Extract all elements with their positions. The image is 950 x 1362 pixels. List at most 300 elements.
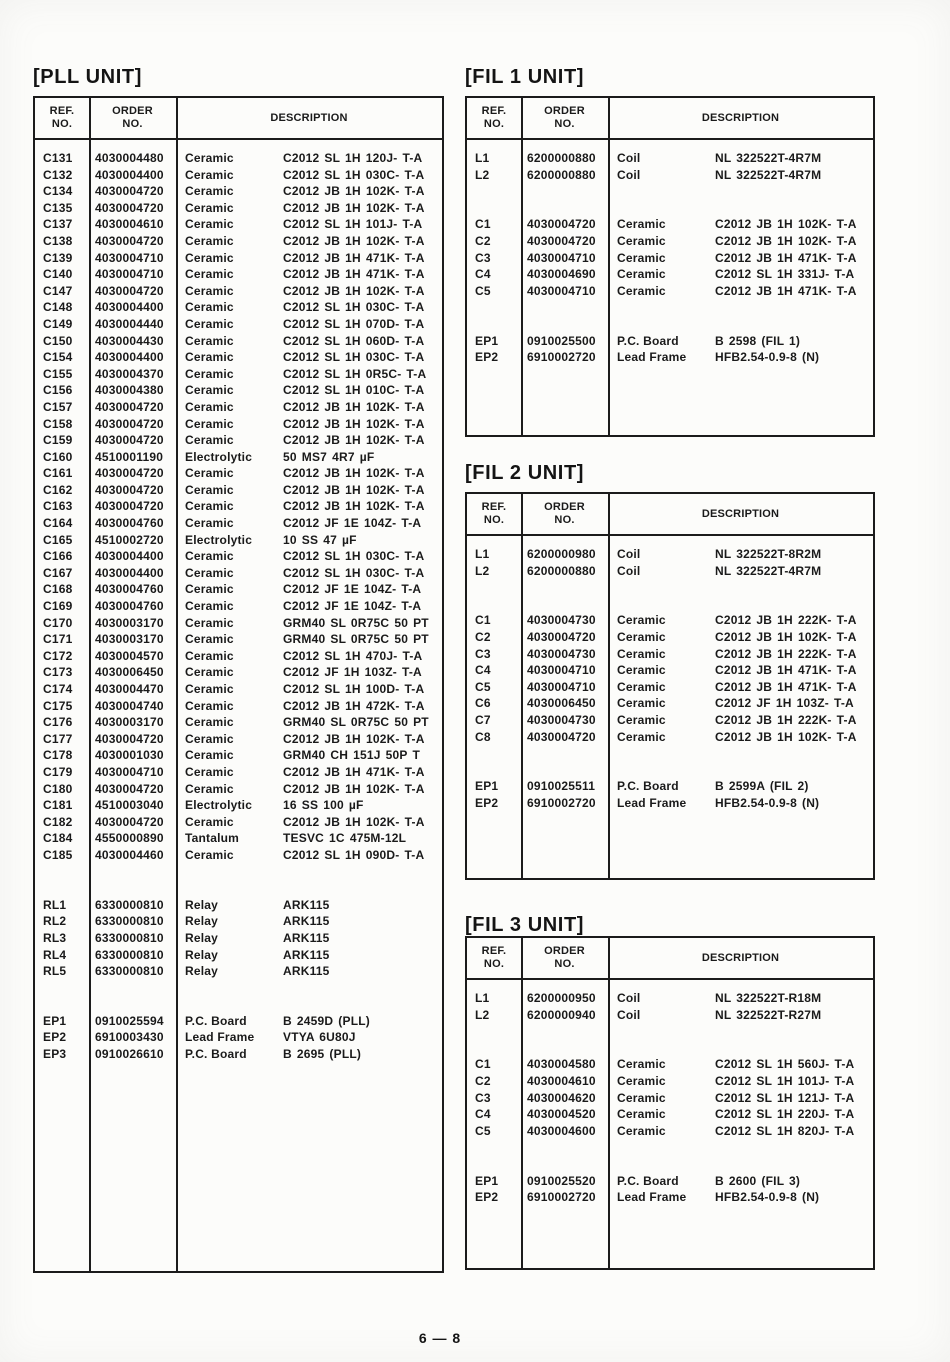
description-type-cell: Ceramic (617, 267, 666, 282)
order-no-cell: 4030004400 (95, 565, 164, 580)
description-type-cell: Ceramic (617, 1090, 666, 1105)
description-value-cell: GRM40 SL 0R75C 50 PT (283, 632, 429, 647)
table-row (35, 416, 442, 433)
description-value-cell: C2012 JB 1H 471K- T-A (715, 250, 857, 265)
order-no-cell: 0910026610 (95, 1047, 164, 1062)
table-row (35, 598, 442, 615)
ref-no-cell: EP1 (43, 1013, 67, 1028)
description-type-cell: Coil (617, 167, 641, 182)
description-type-cell: P.C. Board (185, 1013, 247, 1028)
ref-no-cell: EP1 (475, 1173, 499, 1188)
order-no-cell: 0910025500 (527, 333, 596, 348)
table-row (467, 1040, 873, 1057)
description-type-cell: P.C. Board (185, 1047, 247, 1062)
table-row (35, 216, 442, 233)
table-row (35, 233, 442, 250)
ref-header-line2: NO. (483, 958, 505, 970)
description-type-cell: Ceramic (617, 696, 666, 711)
description-value-cell: C2012 JB 1H 102K- T-A (283, 416, 425, 431)
ref-no-cell: C179 (43, 764, 73, 779)
description-type-cell: Ceramic (185, 300, 234, 315)
order-header-line2: NO. (122, 118, 143, 130)
description-type-cell: Electrolytic (185, 798, 253, 813)
order-no-cell: 4510001190 (95, 449, 164, 464)
description-type-cell: Ceramic (617, 679, 666, 694)
ref-no-cell: C154 (43, 350, 73, 365)
description-value-cell: C2012 JF 1H 103Z- T-A (715, 696, 854, 711)
description-value-cell: C2012 JB 1H 222K- T-A (715, 613, 857, 628)
table-row (467, 729, 873, 746)
ref-no-cell: C7 (475, 712, 491, 727)
description-value-cell: C2012 JB 1H 471K- T-A (283, 267, 425, 282)
ref-no-cell: C174 (43, 682, 73, 696)
table-row (35, 764, 442, 781)
order-no-cell: 4030004400 (95, 350, 164, 365)
description-type-cell: Ceramic (617, 1107, 666, 1122)
description-value-cell: C2012 JB 1H 471K- T-A (715, 663, 857, 678)
ref-no-cell: C5 (475, 1123, 491, 1138)
order-no-cell: 4030004720 (95, 399, 164, 414)
order-no-cell: 4030004690 (527, 267, 596, 282)
order-no-cell: 4030004720 (95, 433, 164, 448)
section-title-fil2: [FIL 2 UNIT] (465, 462, 585, 484)
description-value-cell: C2012 SL 1H 121J- T-A (715, 1090, 855, 1105)
ref-no-cell: C5 (475, 679, 491, 694)
header-separator (467, 534, 873, 536)
table-row (35, 864, 442, 881)
description-value-cell: C2012 SL 1H 060D- T-A (283, 333, 425, 348)
description-value-cell: GRM40 SL 0R75C 50 PT (283, 615, 429, 630)
table-row (35, 1013, 442, 1030)
description-value-cell: C2012 JB 1H 222K- T-A (715, 712, 857, 727)
description-type-cell: Coil (617, 1007, 641, 1022)
ref-no-cell: RL4 (43, 947, 67, 962)
description-type-cell: Ceramic (185, 200, 234, 215)
table-row (35, 698, 442, 715)
order-no-cell: 4030004740 (95, 698, 164, 713)
table-row (35, 714, 442, 731)
description-type-cell: Relay (185, 897, 219, 912)
description-value-cell: C2012 SL 1H 101J- T-A (283, 217, 423, 232)
description-header: DESCRIPTION (701, 508, 780, 520)
description-value-cell: C2012 JB 1H 222K- T-A (715, 646, 857, 661)
description-value-cell: C2012 JF 1H 103Z- T-A (283, 665, 422, 680)
order-no-cell: 4030004710 (95, 250, 164, 265)
description-type-cell: Ceramic (185, 814, 234, 829)
order-no-cell: 6910002720 (527, 350, 596, 365)
table-row (35, 980, 442, 997)
order-no-cell: 6200000880 (527, 167, 596, 182)
description-type-cell: Ceramic (617, 1057, 666, 1072)
table-row (35, 498, 442, 515)
description-type-cell: Ceramic (185, 151, 234, 165)
description-value-cell: VTYA 6U80J (283, 1030, 356, 1045)
table-row (467, 1007, 873, 1024)
table-row (35, 830, 442, 847)
order-no-cell: 6200000940 (527, 1007, 596, 1022)
description-value-cell: ARK115 (283, 947, 330, 962)
description-type-cell: P.C. Board (617, 333, 679, 348)
order-no-cell: 4030004720 (95, 499, 164, 514)
ref-no-cell: C5 (475, 283, 491, 298)
order-no-cell: 4030004720 (95, 466, 164, 481)
order-no-cell: 4030004730 (527, 712, 596, 727)
order-no-cell: 0910025511 (527, 779, 596, 794)
description-type-cell: Ceramic (185, 283, 234, 298)
table-row (467, 150, 873, 167)
ref-no-cell: C2 (475, 233, 491, 248)
description-type-cell: Relay (185, 947, 219, 962)
description-type-cell: Relay (185, 914, 219, 929)
description-value-cell: C2012 JF 1E 104Z- T-A (283, 582, 422, 597)
description-type-cell: Ceramic (617, 629, 666, 644)
table-row (467, 200, 873, 217)
description-type-cell: Ceramic (185, 648, 234, 663)
description-value-cell: C2012 SL 1H 101J- T-A (715, 1073, 855, 1088)
table-row (35, 465, 442, 482)
ref-no-cell: C170 (43, 615, 73, 630)
description-type-cell: Ceramic (185, 350, 234, 365)
description-value-cell: C2012 JB 1H 471K- T-A (715, 283, 857, 298)
order-no-cell: 4030003170 (95, 715, 164, 730)
ref-no-cell: C3 (475, 1090, 491, 1105)
description-value-cell: C2012 SL 1H 560J- T-A (715, 1057, 855, 1072)
ref-no-cell: C3 (475, 250, 491, 265)
order-no-cell: 4030004720 (95, 283, 164, 298)
ref-no-cell: C138 (43, 233, 73, 248)
ref-no-cell: C1 (475, 613, 491, 628)
order-no-cell: 4030004710 (527, 663, 596, 678)
order-header-line1: ORDER (544, 501, 585, 513)
ref-no-cell: C139 (43, 250, 73, 265)
table-row (35, 781, 442, 798)
description-type-cell: P.C. Board (617, 1173, 679, 1188)
header-separator (467, 138, 873, 140)
order-no-cell: 4030004480 (95, 151, 164, 165)
description-type-cell: Ceramic (185, 433, 234, 448)
description-type-cell: Ceramic (185, 781, 234, 796)
description-value-cell: C2012 JB 1H 102K- T-A (283, 399, 425, 414)
table-row (35, 382, 442, 399)
order-header-line1: ORDER (544, 105, 585, 117)
table-row (35, 1029, 442, 1046)
description-value-cell: NL 322522T-R27M (715, 1007, 822, 1022)
table-row (35, 897, 442, 914)
table-row (467, 712, 873, 729)
table-row (35, 299, 442, 316)
order-no-cell: 4030004400 (95, 549, 164, 564)
order-no-cell: 4030004760 (95, 599, 164, 614)
table-row (467, 679, 873, 696)
description-value-cell: GRM40 SL 0R75C 50 PT (283, 715, 429, 730)
description-value-cell: C2012 JF 1E 104Z- T-A (283, 516, 422, 531)
description-type-cell: Ceramic (617, 663, 666, 678)
description-value-cell: C2012 SL 1H 090D- T-A (283, 847, 425, 862)
page-number: 6 — 8 (418, 1330, 462, 1346)
description-type-cell: Ceramic (185, 366, 234, 381)
section-title-fil3: [FIL 3 UNIT] (465, 914, 585, 936)
table-row (467, 695, 873, 712)
description-value-cell: C2012 JB 1H 102K- T-A (715, 217, 857, 232)
description-header: DESCRIPTION (270, 112, 348, 124)
ref-no-cell: C2 (475, 629, 491, 644)
ref-no-cell: C165 (43, 532, 73, 547)
ref-no-cell: EP1 (475, 333, 499, 348)
table-row (467, 233, 873, 250)
order-no-cell: 4030004710 (527, 283, 596, 298)
order-no-cell: 4030004610 (95, 217, 164, 232)
table-row (467, 546, 873, 563)
table-header (467, 938, 873, 978)
description-value-cell: C2012 SL 1H 331J- T-A (715, 267, 855, 282)
description-type-cell: Ceramic (185, 399, 234, 414)
ref-no-header (467, 105, 521, 131)
order-no-cell: 6330000810 (95, 897, 164, 912)
table-row (35, 664, 442, 681)
description-value-cell: NL 322522T-8R2M (715, 547, 822, 561)
ref-no-cell: L2 (475, 167, 490, 182)
section-title-fil1: [FIL 1 UNIT] (465, 66, 585, 88)
ref-header-line1: REF. (49, 105, 75, 117)
ref-no-cell: L1 (475, 151, 490, 165)
ref-no-cell: C162 (43, 482, 73, 497)
ref-header-line2: NO. (483, 514, 505, 526)
table-row (467, 629, 873, 646)
description-value-cell: C2012 JB 1H 102K- T-A (283, 482, 425, 497)
order-no-header (89, 105, 176, 131)
description-value-cell: ARK115 (283, 897, 330, 912)
description-type-cell: Lead Frame (617, 1190, 687, 1205)
description-value-cell: NL 322522T-R18M (715, 991, 822, 1005)
order-no-cell: 4030001030 (95, 748, 164, 763)
order-no-cell: 4510002720 (95, 532, 164, 547)
description-value-cell: GRM40 CH 151J 50P T (283, 748, 420, 763)
table-row (35, 250, 442, 267)
table-row (467, 316, 873, 333)
order-no-cell: 4030004720 (527, 217, 596, 232)
ref-no-cell: C163 (43, 499, 73, 514)
description-value-cell: B 2599A (FIL 2) (715, 779, 809, 794)
description-type-cell: Ceramic (185, 715, 234, 730)
order-no-cell: 6910002720 (527, 795, 596, 810)
description-type-cell: Ceramic (185, 250, 234, 265)
table-row (35, 432, 442, 449)
description-type-cell: Ceramic (185, 416, 234, 431)
ref-no-header (467, 945, 521, 971)
table-row (35, 349, 442, 366)
description-value-cell: HFB2.54-0.9-8 (N) (715, 795, 820, 810)
description-type-cell: P.C. Board (617, 779, 679, 794)
table-header (467, 98, 873, 138)
order-no-cell: 6910003430 (95, 1030, 164, 1045)
ref-no-cell: C132 (43, 167, 73, 182)
table-row (35, 947, 442, 964)
order-no-cell: 4030006450 (95, 665, 164, 680)
order-no-cell: 4030004720 (527, 729, 596, 744)
description-value-cell: C2012 SL 1H 010C- T-A (283, 383, 425, 398)
description-type-cell: Ceramic (185, 565, 234, 580)
table-row (467, 183, 873, 200)
order-no-cell: 4030004710 (95, 267, 164, 282)
description-type-cell: Ceramic (617, 646, 666, 661)
order-no-cell: 4030004720 (95, 200, 164, 215)
table-row (467, 266, 873, 283)
table-row (467, 216, 873, 233)
description-type-cell: Ceramic (185, 233, 234, 248)
ref-no-cell: RL3 (43, 930, 67, 945)
description-type-cell: Ceramic (185, 499, 234, 514)
description-value-cell: ARK115 (283, 964, 330, 979)
table-body (35, 150, 442, 1063)
ref-no-cell: C147 (43, 283, 73, 298)
description-value-cell: C2012 JB 1H 102K- T-A (283, 433, 425, 448)
order-no-cell: 4030004600 (527, 1123, 596, 1138)
ref-no-cell: C148 (43, 300, 73, 315)
description-type-cell: Electrolytic (185, 449, 253, 464)
ref-no-cell: RL5 (43, 964, 67, 979)
description-type-cell: Ceramic (185, 383, 234, 398)
description-value-cell: C2012 SL 1H 120J- T-A (283, 151, 423, 165)
table-row (35, 366, 442, 383)
description-type-cell: Ceramic (617, 283, 666, 298)
description-value-cell: B 2459D (PLL) (283, 1013, 370, 1028)
order-header-line1: ORDER (112, 105, 153, 117)
description-value-cell: C2012 SL 1H 030C- T-A (283, 167, 425, 182)
order-no-cell: 4030004720 (95, 731, 164, 746)
ref-no-cell: C167 (43, 565, 73, 580)
description-value-cell: HFB2.54-0.9-8 (N) (715, 350, 820, 365)
table-row (35, 482, 442, 499)
description-type-cell: Ceramic (185, 615, 234, 630)
ref-header-line1: REF. (481, 501, 507, 513)
table-row (35, 880, 442, 897)
table-row (35, 847, 442, 864)
ref-no-cell: C171 (43, 632, 73, 647)
ref-no-cell: EP2 (475, 350, 499, 365)
fil1-parts-table (465, 96, 875, 437)
order-no-cell: 4030004470 (95, 682, 164, 696)
order-no-cell: 6910002720 (527, 1190, 596, 1205)
table-row (467, 646, 873, 663)
table-row (35, 615, 442, 632)
description-type-cell: Ceramic (185, 466, 234, 481)
order-no-cell: 0910025520 (527, 1173, 596, 1188)
order-no-cell: 4030004460 (95, 847, 164, 862)
description-value-cell: ARK115 (283, 930, 330, 945)
description-value-cell: C2012 JB 1H 102K- T-A (715, 729, 857, 744)
ref-no-cell: C166 (43, 549, 73, 564)
table-row (35, 996, 442, 1013)
table-row (35, 532, 442, 549)
ref-no-cell: C182 (43, 814, 73, 829)
table-row (467, 1139, 873, 1156)
description-type-cell: Lead Frame (617, 350, 687, 365)
table-header (35, 98, 442, 138)
order-no-cell: 4030004710 (95, 764, 164, 779)
order-header-line2: NO. (554, 118, 575, 130)
description-value-cell: ARK115 (283, 914, 330, 929)
table-row (35, 913, 442, 930)
description-value-cell: C2012 SL 1H 220J- T-A (715, 1107, 855, 1122)
order-no-cell: 6330000810 (95, 964, 164, 979)
order-no-cell: 4030004710 (527, 250, 596, 265)
description-type-cell: Tantalum (185, 831, 240, 846)
table-row (35, 449, 442, 466)
table-row (467, 1090, 873, 1107)
description-value-cell: C2012 JB 1H 102K- T-A (715, 233, 857, 248)
description-value-cell: 16 SS 100 µF (283, 798, 364, 813)
description-type-cell: Lead Frame (185, 1030, 255, 1045)
ref-no-cell: C155 (43, 366, 73, 381)
ref-no-cell: C180 (43, 781, 73, 796)
table-row (35, 283, 442, 300)
description-type-cell: Ceramic (617, 729, 666, 744)
ref-no-cell: C175 (43, 698, 73, 713)
ref-no-cell: C4 (475, 1107, 491, 1122)
order-no-cell: 4030004720 (527, 233, 596, 248)
ref-no-cell: C2 (475, 1073, 491, 1088)
table-row (467, 596, 873, 613)
description-value-cell: C2012 JB 1H 471K- T-A (283, 764, 425, 779)
order-no-cell: 4030003170 (95, 615, 164, 630)
description-value-cell: C2012 JB 1H 472K- T-A (283, 698, 425, 713)
ref-no-cell: C140 (43, 267, 73, 282)
ref-no-cell: C164 (43, 516, 73, 531)
order-no-cell: 6200000880 (527, 151, 596, 165)
ref-no-cell: C1 (475, 217, 491, 232)
table-row (467, 762, 873, 779)
ref-no-cell: C160 (43, 449, 73, 464)
order-no-cell: 4030004720 (95, 781, 164, 796)
ref-no-cell: L1 (475, 991, 490, 1005)
table-row (35, 167, 442, 184)
ref-header-line2: NO. (483, 118, 505, 130)
order-no-cell: 4030004370 (95, 366, 164, 381)
ref-no-cell: C184 (43, 831, 73, 846)
order-no-cell: 4030004570 (95, 648, 164, 663)
ref-no-cell: EP2 (475, 1190, 499, 1205)
pll-parts-table (33, 96, 444, 1273)
description-type-cell: Ceramic (185, 748, 234, 763)
order-no-cell: 4030004710 (527, 679, 596, 694)
table-row (35, 581, 442, 598)
table-row (467, 299, 873, 316)
header-separator (467, 978, 873, 980)
description-value-cell: C2012 SL 1H 030C- T-A (283, 350, 425, 365)
description-value-cell: NL 322522T-4R7M (715, 167, 822, 182)
description-value-cell: B 2598 (FIL 1) (715, 333, 801, 348)
description-value-cell: B 2695 (PLL) (283, 1047, 362, 1062)
table-header (467, 494, 873, 534)
description-type-cell: Ceramic (185, 764, 234, 779)
order-no-cell: 4030003170 (95, 632, 164, 647)
table-row (467, 349, 873, 366)
section-title-pll: [PLL UNIT] (33, 66, 142, 88)
description-type-cell: Ceramic (185, 665, 234, 680)
description-type-cell: Coil (617, 991, 641, 1005)
description-value-cell: C2012 SL 1H 100D- T-A (283, 682, 425, 696)
order-no-cell: 0910025594 (95, 1013, 164, 1028)
description-type-cell: Coil (617, 547, 641, 561)
table-body (467, 150, 873, 366)
description-type-cell: Ceramic (185, 267, 234, 282)
ref-header-line2: NO. (51, 118, 73, 130)
order-no-cell: 4030004720 (95, 233, 164, 248)
description-type-cell: Lead Frame (617, 795, 687, 810)
order-no-cell: 4030004760 (95, 516, 164, 531)
ref-no-cell: C181 (43, 798, 73, 813)
order-no-header (521, 945, 608, 971)
